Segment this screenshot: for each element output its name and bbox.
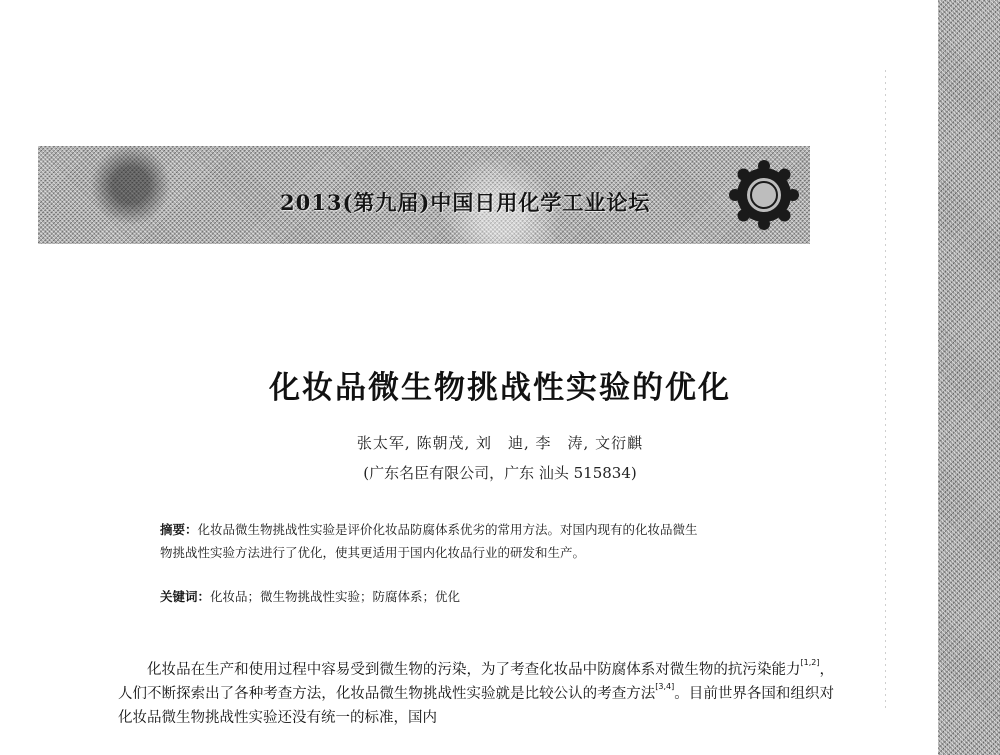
keywords-label: 关键词： [160,589,211,604]
paper-affiliation: (广东名臣有限公司，广东 汕头 515834) [363,464,637,482]
keywords [160,585,720,608]
paper-title: 化妆品微生物挑战性实验的优化 [269,370,731,406]
banner-title: 2013(第九届)中国日用化学工业论坛 [280,190,651,215]
citation-ref: [3,4] [655,682,675,691]
body-text-part-2: ，人们不断探索出了各种考查方法，化妆品微生物挑战性实验就是比较公认的考查方法 [118,662,835,702]
abstract [160,518,700,564]
keywords-text: 化妆品；微生物挑战性实验；防腐体系；优化 [210,589,461,604]
abstract-text: 化妆品微生物挑战性实验是评价化妆品防腐体系优劣的常用方法。对国内现有的化妆品微生物挑战性实验方法进行了优化，使其更适用于国内化妆品行业的研发和生产。 [160,522,698,560]
body-text-part-1: 化妆品在生产和使用过程中容易受到微生物的污染，为了考查化妆品中防腐体系对微生物的抗污染能力 [147,662,801,678]
conference-seal-icon [729,160,799,230]
body-text-part-3: 。目前世界各国和组织对化妆品微生物挑战性实验还没有统一的标准，国内 [118,686,835,726]
citation-ref: [1,2] [800,658,820,667]
abstract-label: 摘要： [160,522,198,537]
paper-authors: 张太军, 陈朝茂, 刘 迪, 李 涛, 文衍麒 [356,434,644,452]
body-paragraph [118,658,834,730]
